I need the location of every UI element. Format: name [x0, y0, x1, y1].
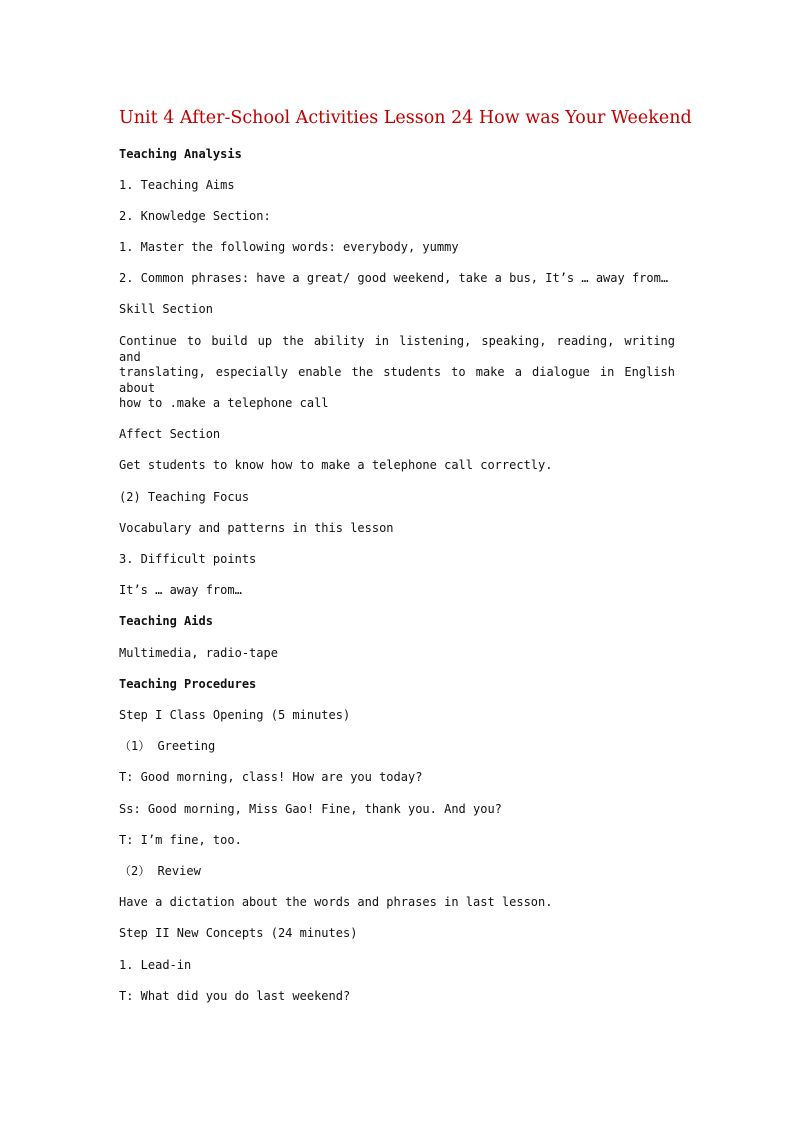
text-line: translating, especially enable the students to make a dialogue in English about	[119, 365, 675, 395]
text-line: （2） Review	[119, 864, 201, 878]
text-line: T: Good morning, class! How are you today?	[119, 770, 423, 784]
text-line: Skill Section	[119, 302, 213, 316]
text-line: 3. Difficult points	[119, 552, 257, 566]
text-line: Multimedia, radio-tape	[119, 646, 278, 660]
text-line: 1. Master the following words: everybody, yummy	[119, 240, 459, 254]
text-line: T: I’m fine, too.	[119, 833, 242, 847]
heading-teaching-procedures: Teaching Procedures	[119, 677, 257, 691]
document-title: Unit 4 After-School Activities Lesson 24 How was Your Weekend	[119, 108, 692, 128]
text-line: Affect Section	[119, 427, 221, 441]
text-line: （1） Greeting	[119, 739, 216, 753]
text-line: Have a dictation about the words and phrases in last lesson.	[119, 895, 553, 909]
text-line: Continue to build up the ability in listening, speaking, reading, writing and	[119, 334, 675, 364]
text-line: 2. Common phrases: have a great/ good weekend, take a bus, It’s … away from…	[119, 271, 669, 285]
text-line: 2. Knowledge Section:	[119, 209, 271, 223]
text-line: Ss: Good morning, Miss Gao! Fine, thank you. And you?	[119, 802, 502, 816]
text-line: how to .make a telephone call	[119, 396, 329, 410]
heading-teaching-aids: Teaching Aids	[119, 614, 213, 628]
text-line: T: What did you do last weekend?	[119, 989, 351, 1003]
text-line: Vocabulary and patterns in this lesson	[119, 521, 394, 535]
text-line: It’s … away from…	[119, 583, 242, 597]
text-line: Step I Class Opening (5 minutes)	[119, 708, 351, 722]
heading-teaching-analysis: Teaching Analysis	[119, 147, 242, 161]
text-line: 1. Teaching Aims	[119, 178, 235, 192]
text-line: 1. Lead-in	[119, 958, 192, 972]
text-line: Step II New Concepts (24 minutes)	[119, 926, 358, 940]
text-line: (2) Teaching Focus	[119, 490, 250, 504]
text-line: Get students to know how to make a telephone call correctly.	[119, 458, 553, 472]
